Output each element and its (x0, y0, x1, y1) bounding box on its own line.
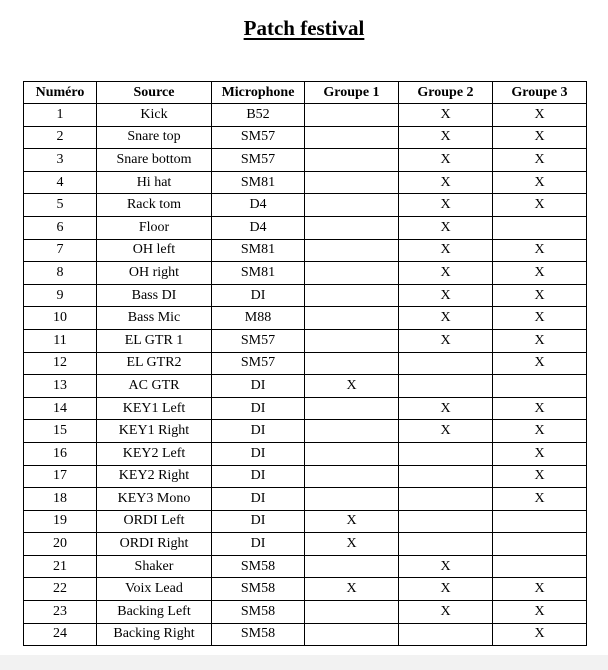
cell-groupe-3: X (493, 623, 587, 646)
cell-microphone: D4 (212, 216, 305, 239)
table-row (24, 216, 587, 239)
cell-numero: 14 (24, 397, 97, 420)
cell-numero: 18 (24, 488, 97, 511)
cell-numero: 16 (24, 442, 97, 465)
table-row (24, 555, 587, 578)
cell-source: AC GTR (97, 375, 212, 398)
cell-groupe-2 (399, 510, 493, 533)
cell-groupe-1 (305, 488, 399, 511)
cell-groupe-3 (493, 216, 587, 239)
cell-microphone: DI (212, 284, 305, 307)
cell-groupe-1: X (305, 533, 399, 556)
cell-source: Kick (97, 104, 212, 127)
cell-groupe-3 (493, 510, 587, 533)
header-groupe-2: Groupe 2 (399, 82, 493, 104)
header-microphone: Microphone (212, 82, 305, 104)
cell-source: EL GTR 1 (97, 329, 212, 352)
cell-groupe-1 (305, 397, 399, 420)
patch-table-header (24, 82, 587, 104)
cell-source: KEY3 Mono (97, 488, 212, 511)
table-row (24, 149, 587, 172)
cell-numero: 2 (24, 126, 97, 149)
table-row (24, 307, 587, 330)
cell-groupe-2 (399, 375, 493, 398)
header-numero: Numéro (24, 82, 97, 104)
cell-groupe-2: X (399, 126, 493, 149)
cell-microphone: SM81 (212, 171, 305, 194)
cell-groupe-3: X (493, 397, 587, 420)
cell-groupe-3 (493, 555, 587, 578)
cell-numero: 13 (24, 375, 97, 398)
cell-groupe-2: X (399, 555, 493, 578)
cell-microphone: DI (212, 510, 305, 533)
cell-numero: 1 (24, 104, 97, 127)
cell-microphone: DI (212, 533, 305, 556)
cell-groupe-2 (399, 533, 493, 556)
cell-source: Backing Right (97, 623, 212, 646)
cell-groupe-1 (305, 126, 399, 149)
table-row (24, 578, 587, 601)
cell-microphone: SM58 (212, 555, 305, 578)
cell-groupe-2: X (399, 149, 493, 172)
cell-groupe-1: X (305, 578, 399, 601)
cell-source: OH left (97, 239, 212, 262)
cell-source: Bass DI (97, 284, 212, 307)
cell-source: KEY1 Left (97, 397, 212, 420)
cell-microphone: SM57 (212, 149, 305, 172)
cell-groupe-3: X (493, 465, 587, 488)
cell-source: Backing Left (97, 601, 212, 624)
cell-microphone: DI (212, 488, 305, 511)
cell-groupe-3: X (493, 352, 587, 375)
cell-groupe-2: X (399, 104, 493, 127)
cell-groupe-1 (305, 104, 399, 127)
cell-microphone: SM58 (212, 578, 305, 601)
header-groupe-3: Groupe 3 (493, 82, 587, 104)
cell-numero: 24 (24, 623, 97, 646)
table-row (24, 465, 587, 488)
table-row (24, 239, 587, 262)
cell-groupe-2: X (399, 239, 493, 262)
cell-microphone: B52 (212, 104, 305, 127)
cell-numero: 23 (24, 601, 97, 624)
cell-groupe-1 (305, 194, 399, 217)
cell-microphone: D4 (212, 194, 305, 217)
cell-microphone: DI (212, 375, 305, 398)
cell-groupe-1 (305, 216, 399, 239)
cell-microphone: SM57 (212, 329, 305, 352)
cell-groupe-1 (305, 420, 399, 443)
cell-numero: 12 (24, 352, 97, 375)
cell-groupe-2: X (399, 216, 493, 239)
cell-source: ORDI Left (97, 510, 212, 533)
cell-source: Hi hat (97, 171, 212, 194)
cell-groupe-1 (305, 284, 399, 307)
patch-table-body (24, 104, 587, 646)
cell-groupe-3: X (493, 442, 587, 465)
table-row (24, 329, 587, 352)
cell-groupe-2: X (399, 284, 493, 307)
cell-groupe-2 (399, 488, 493, 511)
header-source: Source (97, 82, 212, 104)
document-title: Patch festival (243, 16, 365, 40)
cell-numero: 20 (24, 533, 97, 556)
table-row (24, 442, 587, 465)
cell-numero: 10 (24, 307, 97, 330)
cell-groupe-2: X (399, 601, 493, 624)
table-row (24, 284, 587, 307)
cell-groupe-1: X (305, 375, 399, 398)
cell-numero: 5 (24, 194, 97, 217)
table-row (24, 397, 587, 420)
cell-groupe-1 (305, 307, 399, 330)
cell-groupe-1 (305, 329, 399, 352)
cell-microphone: SM57 (212, 352, 305, 375)
table-row (24, 510, 587, 533)
header-row (24, 82, 587, 104)
cell-groupe-2: X (399, 420, 493, 443)
cell-microphone: DI (212, 420, 305, 443)
cell-groupe-3: X (493, 104, 587, 127)
cell-microphone: SM81 (212, 262, 305, 285)
header-groupe-1: Groupe 1 (305, 82, 399, 104)
cell-groupe-3: X (493, 194, 587, 217)
cell-numero: 19 (24, 510, 97, 533)
cell-numero: 17 (24, 465, 97, 488)
cell-source: Snare top (97, 126, 212, 149)
cell-groupe-1 (305, 262, 399, 285)
cell-source: KEY2 Left (97, 442, 212, 465)
table-row (24, 488, 587, 511)
table-row (24, 623, 587, 646)
cell-groupe-1 (305, 352, 399, 375)
table-row (24, 533, 587, 556)
table-row (24, 352, 587, 375)
cell-groupe-1: X (305, 510, 399, 533)
cell-groupe-1 (305, 149, 399, 172)
cell-groupe-3: X (493, 578, 587, 601)
cell-groupe-3: X (493, 329, 587, 352)
cell-groupe-1 (305, 465, 399, 488)
cell-groupe-2 (399, 352, 493, 375)
cell-groupe-3: X (493, 601, 587, 624)
cell-numero: 11 (24, 329, 97, 352)
cell-source: Shaker (97, 555, 212, 578)
cell-microphone: SM58 (212, 601, 305, 624)
cell-groupe-3: X (493, 262, 587, 285)
cell-numero: 9 (24, 284, 97, 307)
table-row (24, 171, 587, 194)
cell-source: EL GTR2 (97, 352, 212, 375)
cell-source: Snare bottom (97, 149, 212, 172)
cell-groupe-1 (305, 601, 399, 624)
cell-groupe-3 (493, 375, 587, 398)
cell-groupe-2: X (399, 262, 493, 285)
cell-microphone: DI (212, 465, 305, 488)
cell-groupe-3: X (493, 420, 587, 443)
cell-numero: 3 (24, 149, 97, 172)
cell-source: Bass Mic (97, 307, 212, 330)
cell-groupe-1 (305, 171, 399, 194)
cell-source: KEY1 Right (97, 420, 212, 443)
cell-numero: 8 (24, 262, 97, 285)
cell-microphone: SM57 (212, 126, 305, 149)
cell-numero: 21 (24, 555, 97, 578)
table-row (24, 375, 587, 398)
cell-groupe-3: X (493, 126, 587, 149)
cell-numero: 22 (24, 578, 97, 601)
cell-numero: 4 (24, 171, 97, 194)
cell-groupe-2 (399, 465, 493, 488)
patch-table (23, 81, 587, 646)
cell-source: Floor (97, 216, 212, 239)
cell-source: ORDI Right (97, 533, 212, 556)
cell-groupe-2: X (399, 307, 493, 330)
cell-numero: 15 (24, 420, 97, 443)
cell-groupe-3: X (493, 149, 587, 172)
cell-microphone: SM81 (212, 239, 305, 262)
cell-source: KEY2 Right (97, 465, 212, 488)
cell-groupe-1 (305, 555, 399, 578)
cell-groupe-1 (305, 239, 399, 262)
table-row (24, 194, 587, 217)
cell-groupe-3: X (493, 284, 587, 307)
cell-microphone: DI (212, 442, 305, 465)
cell-groupe-3 (493, 533, 587, 556)
cell-microphone: SM58 (212, 623, 305, 646)
cell-numero: 6 (24, 216, 97, 239)
page-bottom-edge (0, 655, 608, 670)
cell-source: Rack tom (97, 194, 212, 217)
cell-groupe-3: X (493, 239, 587, 262)
table-row (24, 420, 587, 443)
cell-groupe-3: X (493, 171, 587, 194)
cell-groupe-1 (305, 442, 399, 465)
cell-groupe-1 (305, 623, 399, 646)
cell-groupe-2: X (399, 194, 493, 217)
cell-groupe-3: X (493, 488, 587, 511)
cell-groupe-2 (399, 442, 493, 465)
cell-groupe-2: X (399, 397, 493, 420)
cell-microphone: M88 (212, 307, 305, 330)
cell-microphone: DI (212, 397, 305, 420)
cell-source: OH right (97, 262, 212, 285)
cell-groupe-2: X (399, 171, 493, 194)
cell-groupe-2: X (399, 578, 493, 601)
cell-source: Voix Lead (97, 578, 212, 601)
table-row (24, 601, 587, 624)
cell-groupe-3: X (493, 307, 587, 330)
cell-groupe-2 (399, 623, 493, 646)
table-row (24, 126, 587, 149)
table-row (24, 262, 587, 285)
cell-numero: 7 (24, 239, 97, 262)
table-row (24, 104, 587, 127)
cell-groupe-2: X (399, 329, 493, 352)
